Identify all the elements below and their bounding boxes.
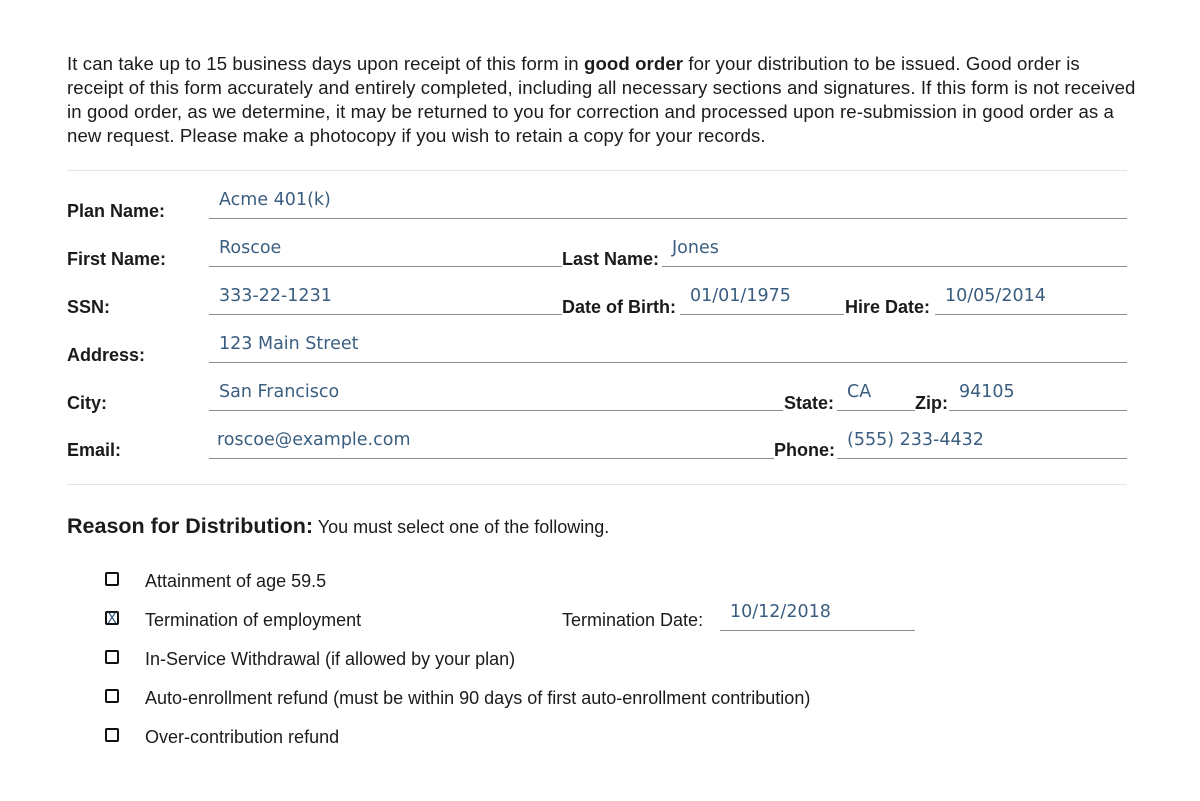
checkbox-x-mark: X [107, 611, 117, 627]
plan-name-value: Acme 401(k) [219, 190, 331, 210]
last-name-label: Last Name: [562, 249, 660, 269]
first-name-value: Roscoe [219, 238, 282, 258]
city-field[interactable] [209, 384, 783, 411]
hire-date-label: Hire Date: [845, 297, 931, 317]
last-name-field[interactable] [662, 240, 1127, 267]
state-label: State: [784, 393, 835, 413]
ssn-label: SSN: [67, 297, 111, 317]
divider-top [67, 170, 1127, 171]
ssn-value: 333-22-1231 [219, 286, 332, 306]
reason-subtitle: You must select one of the following. [313, 517, 610, 537]
email-field[interactable] [209, 432, 774, 459]
plan-name-label: Plan Name: [67, 201, 166, 221]
option-label-auto-enrollment-refund: Auto-enrollment refund (must be within 90 days of first auto-enrollment contribution) [145, 688, 811, 708]
termination-date-field[interactable] [720, 604, 915, 631]
last-name-value: Jones [672, 238, 719, 258]
email-value: roscoe@example.com [217, 430, 411, 450]
checkbox-in-service-withdrawal[interactable] [105, 650, 119, 664]
ssn-field[interactable] [209, 288, 562, 315]
checkbox-termination[interactable] [105, 611, 119, 625]
state-field[interactable] [837, 384, 915, 411]
termination-date-label: Termination Date: [562, 610, 704, 630]
email-label: Email: [67, 440, 122, 460]
plan-name-field[interactable] [209, 192, 1127, 219]
reason-title: Reason for Distribution: [67, 514, 314, 538]
address-value: 123 Main Street [219, 334, 359, 354]
first-name-field[interactable] [209, 240, 562, 267]
dob-label: Date of Birth: [562, 297, 676, 317]
dob-value: 01/01/1975 [690, 286, 791, 306]
checkbox-age-59-5[interactable] [105, 572, 119, 586]
phone-value: (555) 233-4432 [847, 430, 984, 450]
intro-text-2: for your distribution to be issued. Good order is receipt of this form accurately and entirely completed, including all necessary sections and signatures. If this form is not received in good order, as we determine, it may be returned to you for correction and processed upon re-submission in good order as a new request. Please make a photocopy if you wish to retain a copy for your records. [67, 53, 1136, 146]
intro-text-1: It can take up to 15 business days upon receipt of this form in [67, 53, 584, 74]
zip-field[interactable] [949, 384, 1127, 411]
hire-date-value: 10/05/2014 [945, 286, 1046, 306]
option-label-age-59-5: Attainment of age 59.5 [145, 571, 327, 591]
first-name-label: First Name: [67, 249, 167, 269]
address-field[interactable] [209, 336, 1127, 363]
city-value: San Francisco [219, 382, 340, 402]
city-label: City: [67, 393, 107, 413]
state-value: CA [847, 382, 872, 402]
divider-bottom [67, 484, 1127, 485]
option-label-in-service-withdrawal: In-Service Withdrawal (if allowed by your plan) [145, 649, 516, 669]
dob-field[interactable] [680, 288, 844, 315]
intro-paragraph [67, 52, 1137, 148]
phone-label: Phone: [774, 440, 835, 460]
address-label: Address: [67, 345, 146, 365]
intro-good-order: good order [583, 53, 684, 74]
checkbox-over-contribution-refund[interactable] [105, 728, 119, 742]
option-label-termination: Termination of employment [145, 610, 362, 630]
phone-field[interactable] [837, 432, 1127, 459]
reason-heading [67, 514, 609, 539]
hire-date-field[interactable] [935, 288, 1127, 315]
zip-value: 94105 [959, 382, 1015, 402]
checkbox-auto-enrollment-refund[interactable] [105, 689, 119, 703]
zip-label: Zip: [915, 393, 948, 413]
option-label-over-contribution-refund: Over-contribution refund [145, 727, 340, 747]
termination-date-value: 10/12/2018 [730, 602, 831, 622]
